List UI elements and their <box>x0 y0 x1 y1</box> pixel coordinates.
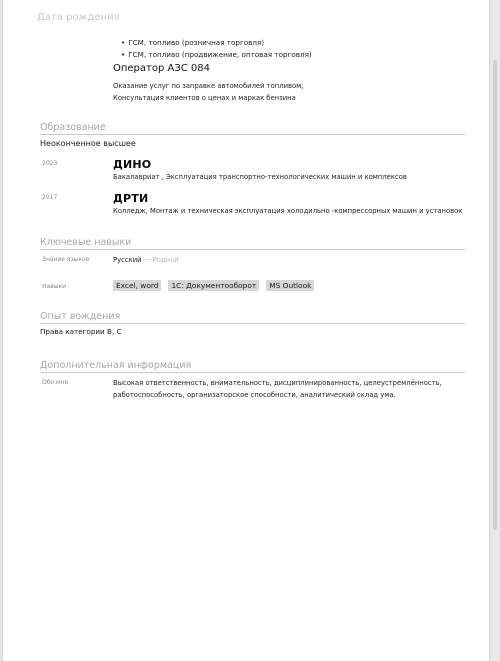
job-description-line: Оказание услуг по заправке автомобилей топливом, <box>113 82 304 90</box>
skill-tags <box>113 280 314 291</box>
education-institution: ДРТИ <box>113 192 149 205</box>
about-line: работоспособность, организаторское способности, аналитический склад ума. <box>113 390 396 399</box>
languages-label: Знание языков <box>42 256 90 263</box>
about-label: Обо мне <box>42 379 69 386</box>
education-section-title: Образование <box>40 122 465 135</box>
skill-tag: 1С: Документооборот <box>168 280 259 291</box>
job-description <box>113 81 433 104</box>
driving-license: Права категории B, C <box>40 327 122 336</box>
industry-item: • ГСМ, топливо (продвижение, оптовая торговля) <box>121 49 312 61</box>
language-entry <box>113 256 179 264</box>
education-year: 2017 <box>42 194 58 201</box>
job-title: Оператор АЗС 084 <box>113 63 211 74</box>
faded-header-text: Дата рождения <box>37 12 120 23</box>
skills-label: Навыки <box>42 283 66 290</box>
education-description: Бакалавриат , Эксплуатация транспортно-технологических машин и комплексов <box>113 173 407 181</box>
additional-section-title: Дополнительная информация <box>40 360 465 373</box>
skill-tag: MS Outlook <box>266 280 314 291</box>
about-text <box>113 378 465 401</box>
driving-section-title: Опыт вождения <box>40 311 465 324</box>
skills-section-title: Ключевые навыки <box>40 237 465 250</box>
resume-page <box>3 0 489 661</box>
language-name: Русский <box>113 256 142 264</box>
education-year: 2023 <box>42 160 58 167</box>
scrollbar[interactable] <box>493 60 497 530</box>
job-description-line: Консультация клиентов о ценах и марках бензина <box>113 93 296 102</box>
education-level: Неоконченное высшее <box>40 139 136 148</box>
language-level: — Родной <box>143 256 179 264</box>
industry-list <box>121 37 312 60</box>
industry-item: • ГСМ, топливо (розничная торговля) <box>121 37 312 49</box>
about-line: Высокая ответственность, внимательность, дисциплинированность, целеустремлённость, <box>113 379 442 387</box>
skill-tag: Excel, word <box>113 280 161 291</box>
education-institution: ДИНО <box>113 158 152 171</box>
education-description: Колледж, Монтаж и техническая эксплуатация холодильно -компрессорных машин и установок <box>113 207 463 215</box>
